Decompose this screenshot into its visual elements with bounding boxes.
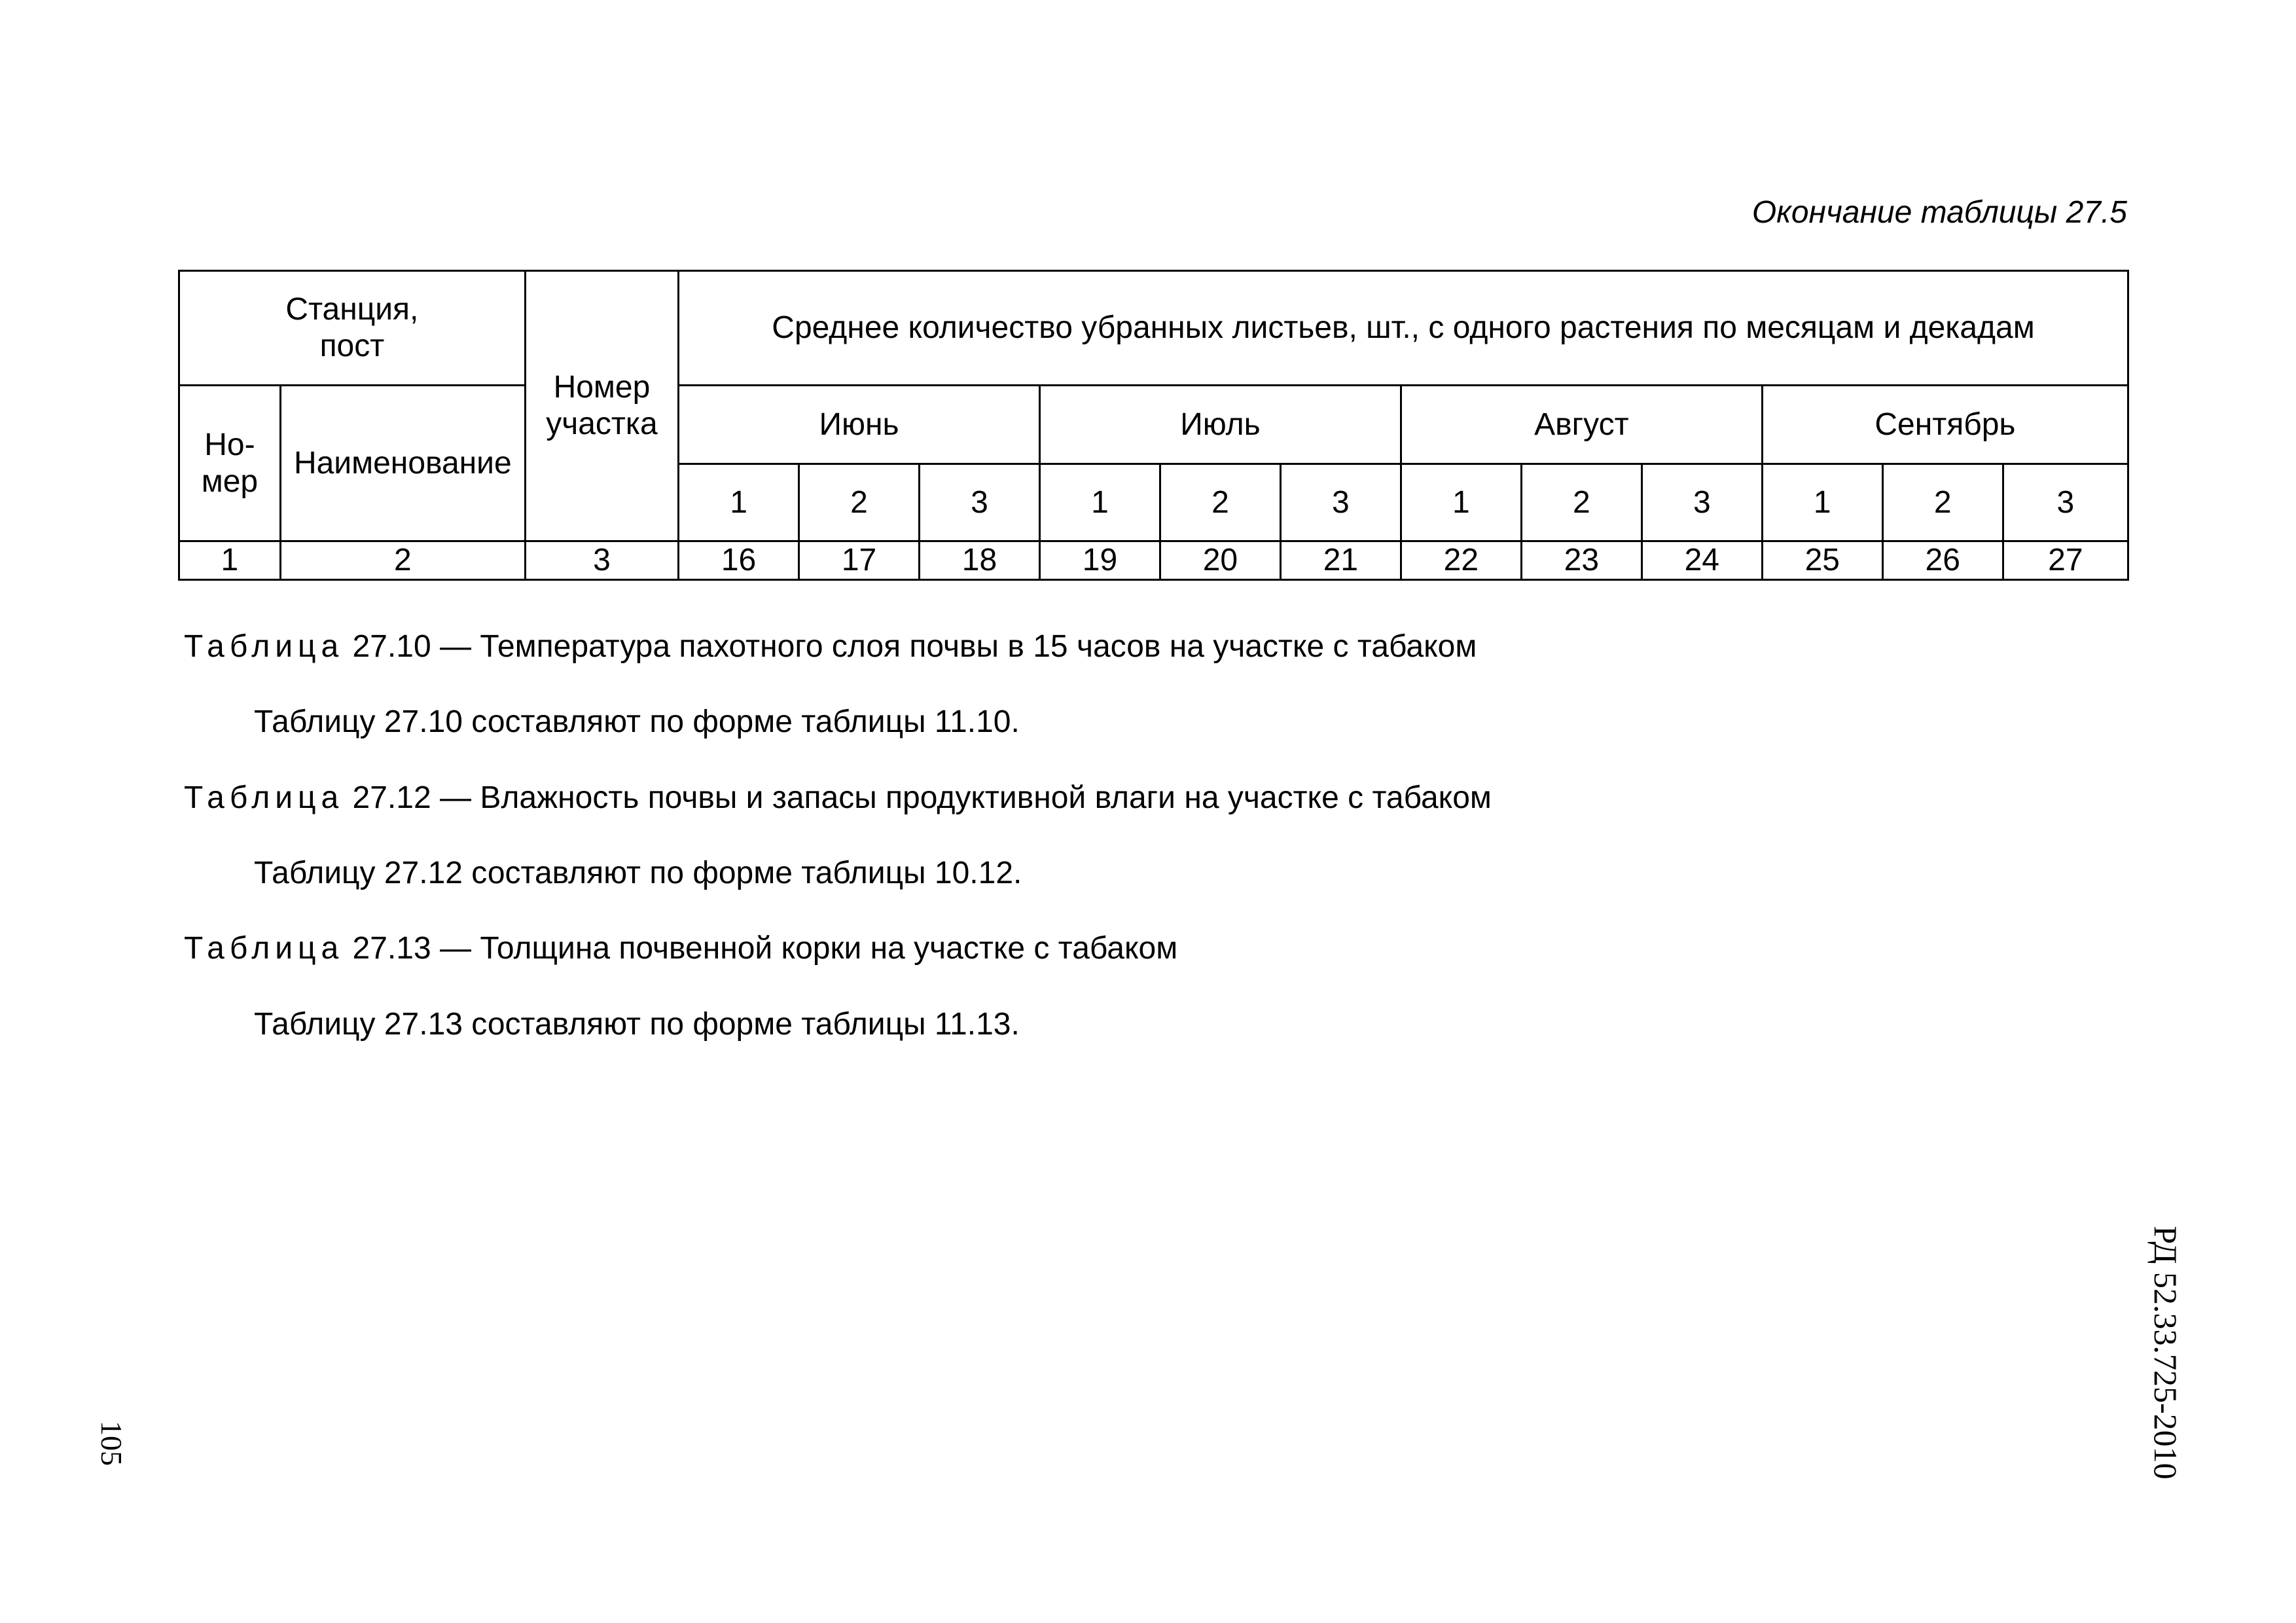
column-number-cell: 17	[799, 541, 920, 580]
header-row-top	[179, 271, 2128, 386]
column-number-cell: 25	[1762, 541, 1882, 580]
note-table-27-12: Таблицу 27.12 составляют по форме таблицы 10.12.	[254, 856, 1022, 890]
caption-label: Таблица	[184, 931, 344, 966]
caption-text: 27.12 — Влажность почвы и запасы продуктивной влаги на участке с табаком	[344, 780, 1492, 815]
month-june: Июнь	[679, 386, 1040, 464]
column-number-cell: 16	[679, 541, 799, 580]
decade-cell: 2	[1160, 464, 1280, 541]
document-code: РД 52.33.725-2010	[2147, 1226, 2184, 1480]
note-table-27-10: Таблицу 27.10 составляют по форме таблицы 11.10.	[254, 704, 1020, 739]
caption-table-27-10	[184, 624, 1477, 670]
header-plot-number: Номер участка	[525, 271, 678, 541]
leaves-harvest-table	[178, 270, 2129, 581]
decade-cell: 2	[1882, 464, 2003, 541]
month-august: Август	[1401, 386, 1762, 464]
decade-cell: 1	[1762, 464, 1882, 541]
column-numbers-row	[179, 541, 2128, 580]
decade-cell: 3	[1280, 464, 1401, 541]
column-number-cell: 1	[179, 541, 281, 580]
table-continuation-title: Окончание таблицы 27.5	[1751, 195, 2127, 230]
decade-cell: 1	[1039, 464, 1160, 541]
note-table-27-13: Таблицу 27.13 составляют по форме таблицы 11.13.	[254, 1007, 1020, 1042]
month-september: Сентябрь	[1762, 386, 2128, 464]
page-number: 105	[95, 1421, 128, 1466]
caption-table-27-13	[184, 926, 1177, 972]
header-number: Но- мер	[179, 386, 281, 541]
month-july: Июль	[1039, 386, 1401, 464]
header-name: Наименование	[280, 386, 525, 541]
caption-text: 27.13 — Толщина почвенной корки на участке с табаком	[344, 931, 1178, 966]
header-row-months	[179, 386, 2128, 464]
column-number-cell: 23	[1521, 541, 1641, 580]
caption-label: Таблица	[184, 629, 344, 664]
column-number-cell: 22	[1401, 541, 1521, 580]
column-number-cell: 24	[1641, 541, 1762, 580]
caption-table-27-12	[184, 775, 1492, 821]
decade-cell: 1	[1401, 464, 1521, 541]
column-number-cell: 2	[280, 541, 525, 580]
caption-label: Таблица	[184, 780, 344, 815]
decade-cell: 2	[799, 464, 920, 541]
column-number-cell: 20	[1160, 541, 1280, 580]
decade-cell: 1	[679, 464, 799, 541]
header-station: Станция, пост	[179, 271, 526, 386]
decade-cell: 3	[920, 464, 1040, 541]
column-number-cell: 21	[1280, 541, 1401, 580]
caption-text: 27.10 — Температура пахотного слоя почвы в 15 часов на участке с табаком	[344, 629, 1477, 664]
column-number-cell: 19	[1039, 541, 1160, 580]
column-number-cell: 3	[525, 541, 678, 580]
column-number-cell: 18	[920, 541, 1040, 580]
column-number-cell: 27	[2003, 541, 2128, 580]
decade-cell: 3	[2003, 464, 2128, 541]
decade-cell: 3	[1641, 464, 1762, 541]
header-average-leaves: Среднее количество убранных листьев, шт., с одного растения по месяцам и декадам	[679, 271, 2128, 386]
decade-cell: 2	[1521, 464, 1641, 541]
column-number-cell: 26	[1882, 541, 2003, 580]
